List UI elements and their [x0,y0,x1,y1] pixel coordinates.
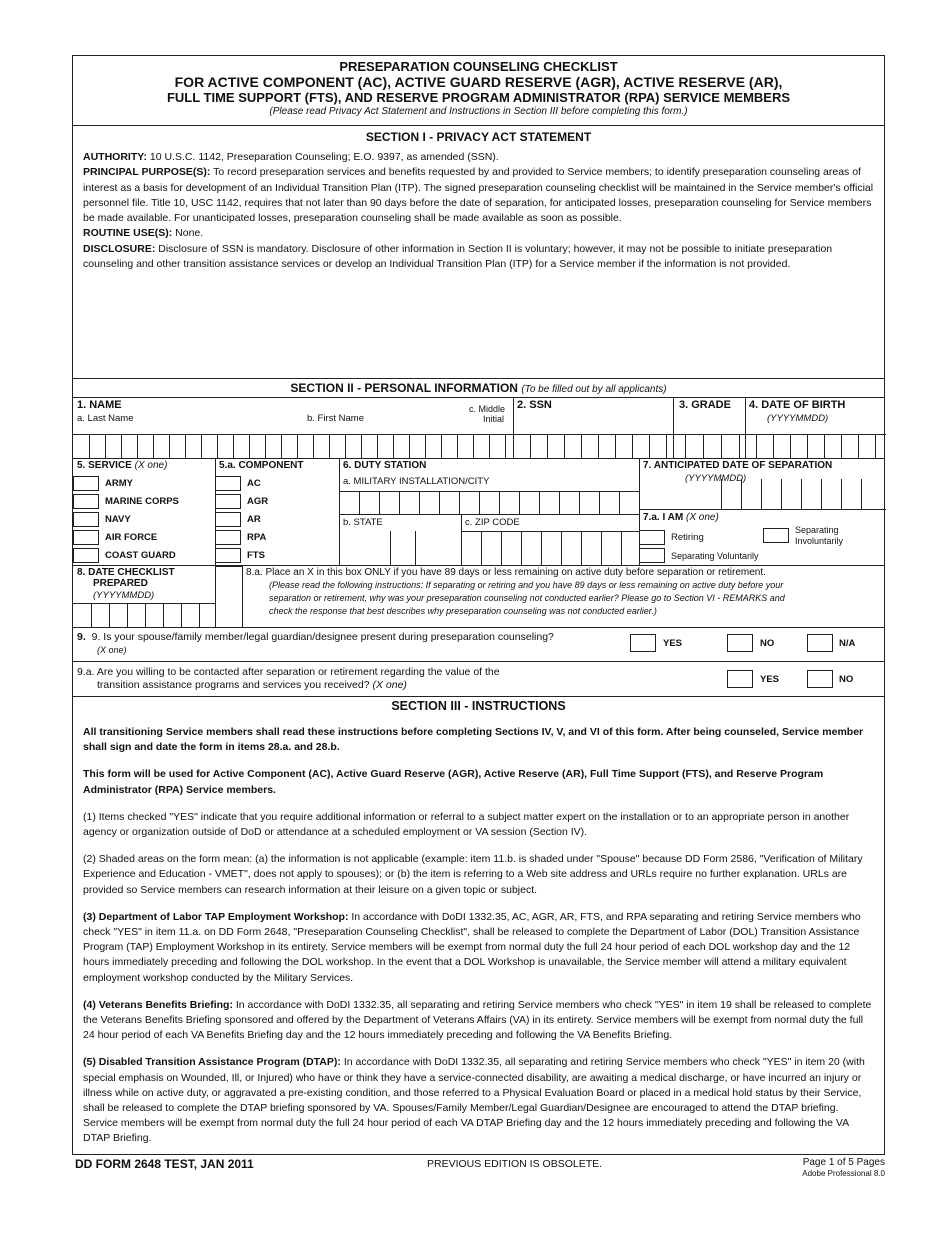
service-note: (X one) [134,460,168,471]
willing-contact-yes-label: YES [760,674,780,685]
spouse-present-question: 9. 9. Is your spouse/family member/legal guardian/designee present during preseparation counseling? [77,631,554,643]
army-checkbox[interactable] [73,476,99,491]
divider [639,509,886,510]
willing-contact-note: (X one) [372,679,407,691]
state-label: b. STATE [343,517,383,528]
ac-checkbox[interactable] [215,476,241,491]
form-title-line3: FULL TIME SUPPORT (FTS), AND RESERVE PROGRAM ADMINISTRATOR (RPA) SERVICE MEMBERS [166,90,791,105]
software-note: Adobe Professional 8.0 [802,1169,885,1178]
separating-involuntarily-label-1: Separating [795,525,839,535]
navy-label: NAVY [105,514,131,525]
date-prepared-label-2: PREPARED [93,578,148,589]
service-label [77,460,167,471]
spouse-present-na-label: N/A [839,638,856,649]
89-days-checkbox[interactable] [215,566,243,628]
89-days-label: 8.a. Place an X in this box ONLY if you have 89 days or less remaining on active duty before separation or retirement. [246,567,766,578]
instruction-3-text: In accordance with DoDI 1332.35, AC, AGR, AR, FTS, and RPA separating and retiring Service members who check "YES" in item 11.a. on DD Form 2648, "Preseparation Counseling Checklist", shall be released to complete the Department of Labor (DOL) Transition Assistance Program (TAP) Employment Workshop in its entirety. Service members will be exempt from normal duty the full 24 hour period of each DOL workshop day and the 12 hours immediately preceding and following the DOL workshop. In the event that a DOL Workshop is unavailable, the Service member will attend a military equivalent employment workshop conducted by the Military Services. [83,910,861,984]
section2-title-note: (To be filled out by all applicants) [521,384,667,395]
separating-voluntarily-checkbox[interactable] [639,548,665,563]
row-willing-contact [73,662,884,697]
date-prepared-format: (YYYYMMDD) [93,590,155,601]
instruction-5-label: (5) Disabled Transition Assistance Program (DTAP): [83,1056,341,1069]
routine-text: None. [175,227,204,240]
dob-label: 4. DATE OF BIRTH [749,399,846,411]
form-header-note: (Please read Privacy Act Statement and Instructions in Section III before completing this form.) [269,106,688,117]
authority-paragraph [83,150,874,165]
89-days-note-2: separation or retirement, why was your preseparation counseling not conducted earlier? Please go to Section VI - REMARKS and [269,593,785,603]
middle-initial-label-2: Initial [483,414,505,424]
willing-contact-yes-box[interactable] [727,670,753,688]
section2-title [73,379,884,398]
disclosure-paragraph [83,242,874,273]
instruction-4-label: (4) Veterans Benefits Briefing: [83,998,233,1011]
authority-label: AUTHORITY: [83,151,147,163]
rpa-label: RPA [247,532,267,543]
ar-label: AR [247,514,261,525]
date-prepared-boxes[interactable] [73,603,215,628]
form-title-line1: PRESEPARATION COUNSELING CHECKLIST [339,59,618,74]
instruction-5-text: In accordance with DoDI 1332.35, all separating and retiring Service members who check "YES" in item 20 (with special emphasis on Wounded, Ill, or Injured) who have or think they have a service-connected disability, are awaiting a medical discharge, or have incurred an injury or illness while on active duty, or aggravated a pre-existing condition, and those referred to a Physical Evaluation Board or placed in a medical hold status by their Service, shall be released to complete the DTAP briefing sponsored by VA. Spouses/Family Member/Legal Guardian/Designee are encouraged to attend the DTAP briefing. Service members will be exempt from normal duty the full 24 hour period of each VA DTAP Briefing day and the 12 hours immediately preceding and following the VA DTAP Briefing. [83,1056,865,1145]
coast-guard-checkbox[interactable] [73,548,99,563]
authority-text: 10 U.S.C. 1142, Preseparation Counseling; E.O. 9397, as amended (SSN). [149,151,499,163]
89-days-note-3: check the response that best describes why preseparation counseling was not conducted earlier.) [269,606,657,616]
ac-label: AC [247,478,261,489]
name-label: 1. NAME [77,399,122,411]
instruction-1: (1) Items checked "YES" indicate that you require additional information or referral to a subject matter expert on the installation or to an appropriate person in another agency or organization outside of DoD or attendance at a scheduled employment or VA session (Section IV). [83,810,850,839]
instructions-applicability: This form will be used for Active Component (AC), Active Guard Reserve (AGR), Active Reserve (AR), Full Time Support (FTS), and Reserve Program Administrator (RPA) Service members. [83,768,824,796]
spouse-present-na-box[interactable] [807,634,833,652]
separating-voluntarily-label: Separating Voluntarily [671,551,759,561]
i-am-label-text: 7.a. I AM [643,512,684,523]
ar-checkbox[interactable] [215,512,241,527]
i-am-note: (X one) [685,512,719,523]
installation-label: a. MILITARY INSTALLATION/CITY [343,476,490,487]
installation-boxes[interactable] [339,491,639,515]
anticipated-date-label: 7. ANTICIPATED DATE OF SEPARATION [643,460,833,471]
instruction-5 [83,1055,874,1146]
instruction-3 [83,910,874,986]
form-frame [72,55,885,1155]
retiring-label: Retiring [671,532,704,543]
section2-title-text: SECTION II - PERSONAL INFORMATION [290,381,518,395]
grade-label: 3. GRADE [679,399,731,411]
ssn-label: 2. SSN [517,399,552,411]
purpose-label: PRINCIPAL PURPOSE(S): [83,166,211,179]
row-date-prepared [73,566,884,628]
disclosure-text: Disclosure of SSN is mandatory. Disclosure of other information in Section II is voluntary; however, it may not be possible to initiate preseparation counseling and other transition assistance services or develop an Individual Transition Plan (ITP) for a Service member if the information is not provided. [83,242,833,271]
marine-corps-checkbox[interactable] [73,494,99,509]
form-title-line2: FOR ACTIVE COMPONENT (AC), ACTIVE GUARD RESERVE (AGR), ACTIVE RESERVE (AR), [174,74,783,90]
spouse-present-yes-label: YES [663,638,683,649]
row-service [73,459,884,566]
name-entry-boxes[interactable] [73,434,886,459]
coast-guard-label: COAST GUARD [105,550,176,561]
section3-title: SECTION III - INSTRUCTIONS [391,699,566,713]
instruction-3-label: (3) Department of Labor TAP Employment Workshop: [83,910,349,923]
willing-contact-no-box[interactable] [807,670,833,688]
purpose-paragraph [83,165,874,226]
fts-label: FTS [247,550,265,561]
agr-label: AGR [247,496,269,507]
routine-label: ROUTINE USE(S): [83,227,173,240]
air-force-checkbox[interactable] [73,530,99,545]
page-count-text: Page 1 of 5 Pages [802,1157,885,1168]
section-instructions [73,699,884,1147]
agr-checkbox[interactable] [215,494,241,509]
89-days-note-1: (Please read the following instructions: If separating or retiring and you have 89 days or less remaining on active duty before your [269,580,784,590]
willing-contact-question-2 [97,679,407,691]
instruction-4-text: In accordance with DoDI 1332.35, all separating and retiring Service members who check "YES" in item 19 shall be released to complete the Veterans Benefits Briefing sponsored and offered by the Department of Veterans Affairs (VA) in its entirety. Service members will be exempt from normal duty the full 24 hour period of each VA Benefits Briefing day and the 12 hours immediately preceding and following the VA Benefits Briefing. [83,998,872,1042]
row-name-ssn [73,398,884,459]
separating-involuntarily-label-2: Involuntarily [795,536,844,546]
dob-format: (YYYYMMDD) [767,413,829,424]
first-name-label: b. First Name [307,413,365,424]
obsolete-notice: PREVIOUS EDITION IS OBSOLETE. [427,1158,603,1170]
anticipated-date-boxes[interactable] [721,479,886,509]
air-force-label: AIR FORCE [105,532,158,543]
row-spouse-present [73,628,884,662]
rpa-checkbox[interactable] [215,530,241,545]
i-am-label [643,512,719,523]
zip-code-boxes[interactable] [461,531,639,566]
section-privacy-act [73,126,884,379]
form-footer [75,1157,885,1181]
form-number: DD FORM 2648 TEST, JAN 2011 [75,1157,254,1171]
date-prepared-label-1: 8. DATE CHECKLIST [77,567,175,578]
anticipated-date-format: (YYYYMMDD) [685,473,747,484]
page-count [802,1157,885,1179]
willing-contact-question-2-text: transition assistance programs and services you received? [97,679,370,691]
zip-code-label: c. ZIP CODE [465,517,520,528]
state-boxes[interactable] [390,531,440,566]
component-label: 5.a. COMPONENT [219,460,304,471]
spouse-present-note: (X one) [97,645,127,655]
middle-initial-label-1: c. Middle [469,404,506,414]
willing-contact-no-label: NO [839,674,854,685]
last-name-label: a. Last Name [77,413,134,424]
marine-corps-label: MARINE CORPS [105,496,179,507]
willing-contact-question-1: 9.a. Are you willing to be contacted after separation or retirement regarding the value of the [77,666,500,678]
spouse-present-no-label: NO [760,638,775,649]
duty-station-label: 6. DUTY STATION [343,460,427,471]
instructions-intro: All transitioning Service members shall read these instructions before completing Sections IV, V, and VI of this form. After being counseled, Service member shall sign and date the form in items 28.a. and 28.b. [83,726,864,754]
purpose-text: To record preseparation services and benefits requested by and provided to Service members; to identify preseparation counseling areas of interest as a basis for development of an Individual Transition Plan (ITP). The signed preseparation counseling checklist will be maintained in the Service member's official personnel file. Title 10, USC 1142, requires that not later than 90 days before the date of separation, for anticipated losses, preseparation counseling for Service members be made available. For unanticipated losses, preseparation counseling shall be made available as soon as possible. [83,166,874,225]
spouse-present-no-box[interactable] [727,634,753,652]
fts-checkbox[interactable] [215,548,241,563]
retiring-checkbox[interactable] [639,530,665,545]
navy-checkbox[interactable] [73,512,99,527]
separating-involuntarily-checkbox[interactable] [763,528,789,543]
disclosure-label: DISCLOSURE: [83,242,156,255]
spouse-present-yes-box[interactable] [630,634,656,652]
army-label: ARMY [105,478,133,489]
section1-title: SECTION I - PRIVACY ACT STATEMENT [365,130,592,144]
routine-paragraph [83,226,874,241]
instruction-4 [83,998,874,1044]
instruction-2: (2) Shaded areas on the form mean: (a) the information is not applicable (example: item 11.b. is shaded under "Spouse" because DD Form 2586, "Verification of Military Experience and Education - VMET", does not apply to spouses); or (b) the item is referring to a Web site address and URLs require no further explanation. URLs are provided so Service members can research information at their leisure on a given topic or subject. [83,853,863,896]
service-label-text: 5. SERVICE [77,460,132,471]
spouse-present-text: 9. Is your spouse/family member/legal guardian/designee present during preseparation counseling? [91,631,554,643]
form-header [73,56,884,126]
